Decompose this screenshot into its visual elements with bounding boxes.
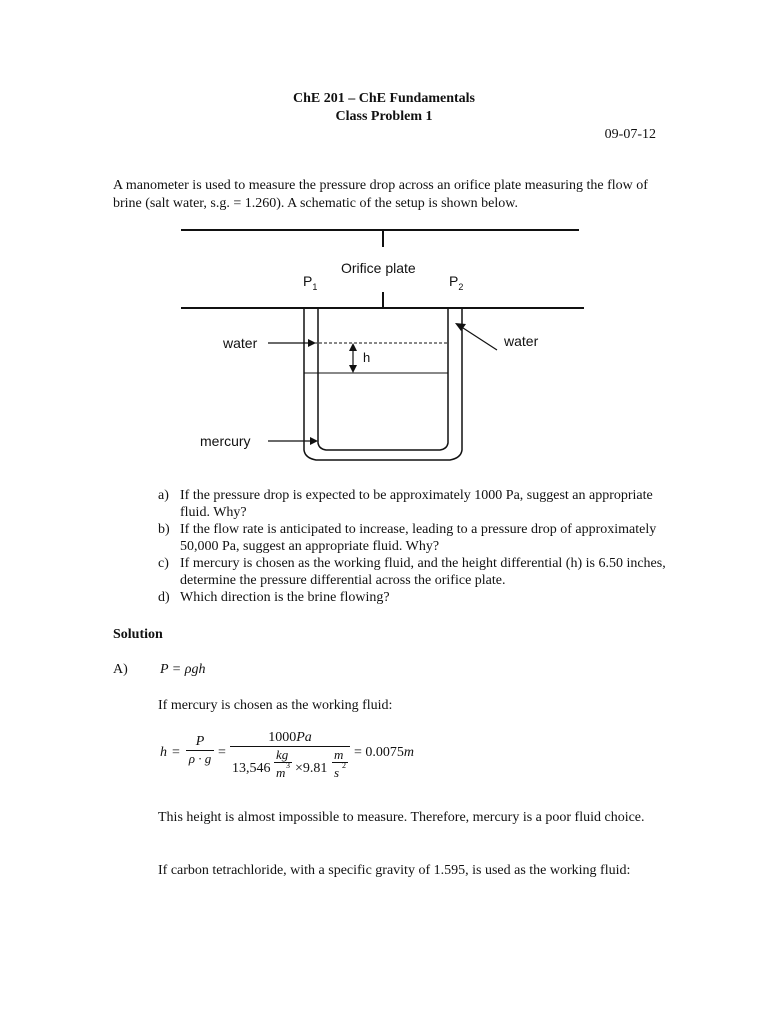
manometer-diagram: [0, 220, 768, 470]
orifice-plate-label: Orifice plate: [341, 260, 416, 276]
question-d: d) Which direction is the brine flowing?: [158, 590, 390, 605]
height-label: h: [363, 350, 371, 365]
question-c: c) If mercury is chosen as the working fluid, and the height differential (h) is 6.50 inches, determine the pressure differential across the orifice plate.: [158, 556, 666, 588]
conclusion-paragraph: This height is almost impossible to measure. Therefore, mercury is a poor fluid choice.: [158, 810, 645, 825]
part-a-label: A): [113, 662, 128, 677]
problem-title: Class Problem 1: [335, 109, 433, 124]
carbon-tetrachloride-paragraph: If carbon tetrachloride, with a specific gravity of 1.595, is used as the working fluid:: [158, 863, 631, 878]
question-b: b) If the flow rate is anticipated to increase, leading to a pressure drop of approximately 50,000 Pa, suggest an appropriate fluid. Why?: [158, 522, 657, 554]
question-a: a) If the pressure drop is expected to be approximately 1000 Pa, suggest an appropriate fluid. Why?: [158, 488, 653, 520]
mercury-label: mercury: [200, 433, 251, 449]
intro-paragraph: A manometer is used to measure the pressure drop across an orifice plate measuring the flow of brine (salt water, s.g. = 1.260). A schematic of the setup is shown below.: [113, 178, 648, 211]
height-equation: h = P ρ · g = 1000Pa 13,546 kg m 3 ×9.81 m s 2 = 0.0075m: [158, 730, 618, 794]
date: 09-07-12: [604, 127, 656, 142]
water-right-label: water: [504, 333, 539, 349]
p2-label: $P_2$: [449, 273, 464, 292]
p1-label: $P_1$: [303, 273, 318, 292]
course-title: ChE 201 – ChE Fundamentals: [292, 91, 476, 106]
mercury-intro: If mercury is chosen as the working fluid:: [158, 698, 393, 713]
pressure-formula: P = ρgh: [160, 662, 206, 677]
solution-heading: Solution: [113, 627, 163, 642]
question-list: [158, 487, 678, 606]
water-left-label: water: [223, 335, 258, 351]
